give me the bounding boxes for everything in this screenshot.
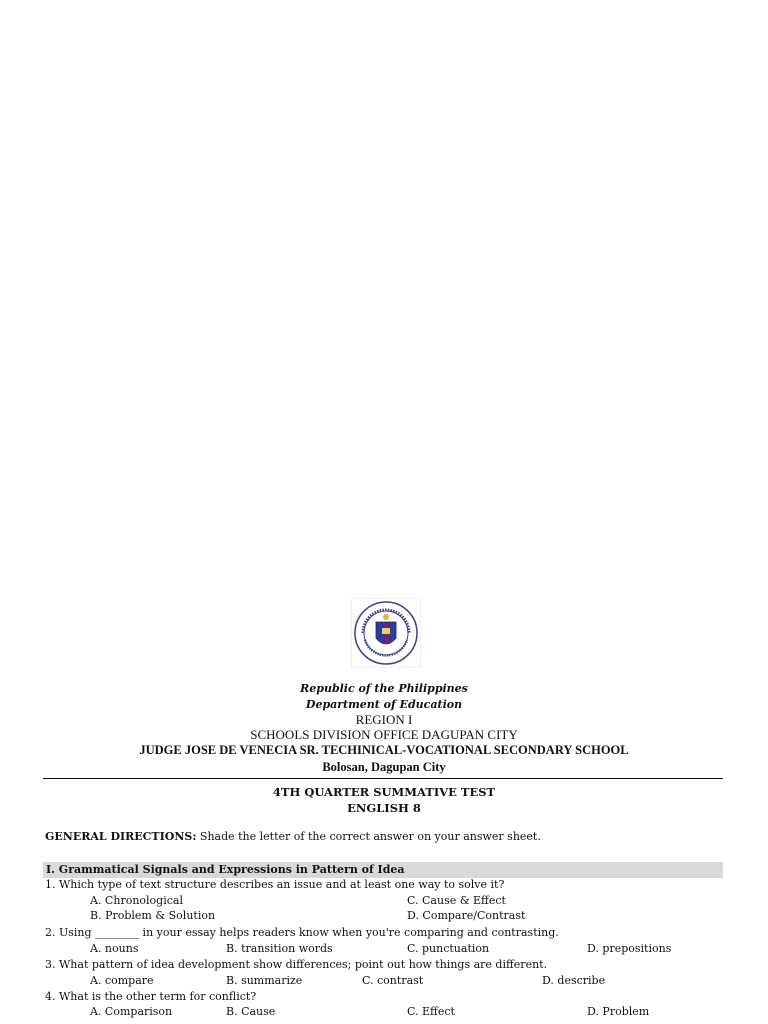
question-2-option-c: C. punctuation (407, 942, 490, 955)
question-1-option-a: A. Chronological (90, 894, 183, 907)
header-region: REGION I (355, 712, 413, 727)
directions-text: Shade the letter of the correct answer on your answer sheet. (196, 830, 541, 843)
header-department: Department of Education (305, 698, 463, 711)
question-2-option-b: B. transition words (226, 942, 333, 955)
header-divider (43, 778, 723, 779)
question-1: 1. Which type of text structure describes an issue and at least one way to solve it? (45, 878, 505, 891)
test-subject: ENGLISH 8 (347, 801, 421, 815)
header-division: SCHOOLS DIVISION OFFICE DAGUPAN CITY (250, 727, 518, 742)
question-2-option-d: D. prepositions (587, 942, 672, 955)
question-1-option-b: B. Problem & Solution (90, 909, 216, 922)
question-4-option-a: A. Comparison (90, 1005, 173, 1018)
question-3: 3. What pattern of idea development show differences; point out how things are different. (45, 958, 548, 971)
question-3-option-d: D. describe (542, 974, 606, 987)
question-1-option-c: C. Cause & Effect (407, 894, 506, 907)
question-3-option-a: A. compare (90, 974, 154, 987)
question-4: 4. What is the other term for conflict? (45, 990, 257, 1003)
header-school-name: JUDGE JOSE DE VENECIA SR. TECHINICAL-VOCATIONAL SECONDARY SCHOOL (139, 743, 629, 757)
header-address: Bolosan, Dagupan City (322, 760, 446, 774)
question-2: 2. Using ________ in your essay helps readers know when you're comparing and contrasting. (45, 926, 559, 939)
test-title: 4TH QUARTER SUMMATIVE TEST (272, 785, 496, 799)
question-3-option-b: B. summarize (226, 974, 303, 987)
question-1-option-d: D. Compare/Contrast (407, 909, 526, 922)
directions-label: GENERAL DIRECTIONS: (45, 830, 197, 843)
question-3-option-c: C. contrast (362, 974, 424, 987)
question-4-option-d: D. Problem (587, 1005, 650, 1018)
question-4-option-c: C. Effect (407, 1005, 455, 1018)
deped-seal-logo (351, 598, 421, 668)
section-title: I. Grammatical Signals and Expressions in Pattern of Idea (46, 863, 405, 876)
header-republic: Republic of the Philippines (300, 682, 468, 695)
question-4-option-b: B. Cause (226, 1005, 276, 1018)
question-2-option-a: A. nouns (90, 942, 139, 955)
general-directions (45, 830, 541, 843)
